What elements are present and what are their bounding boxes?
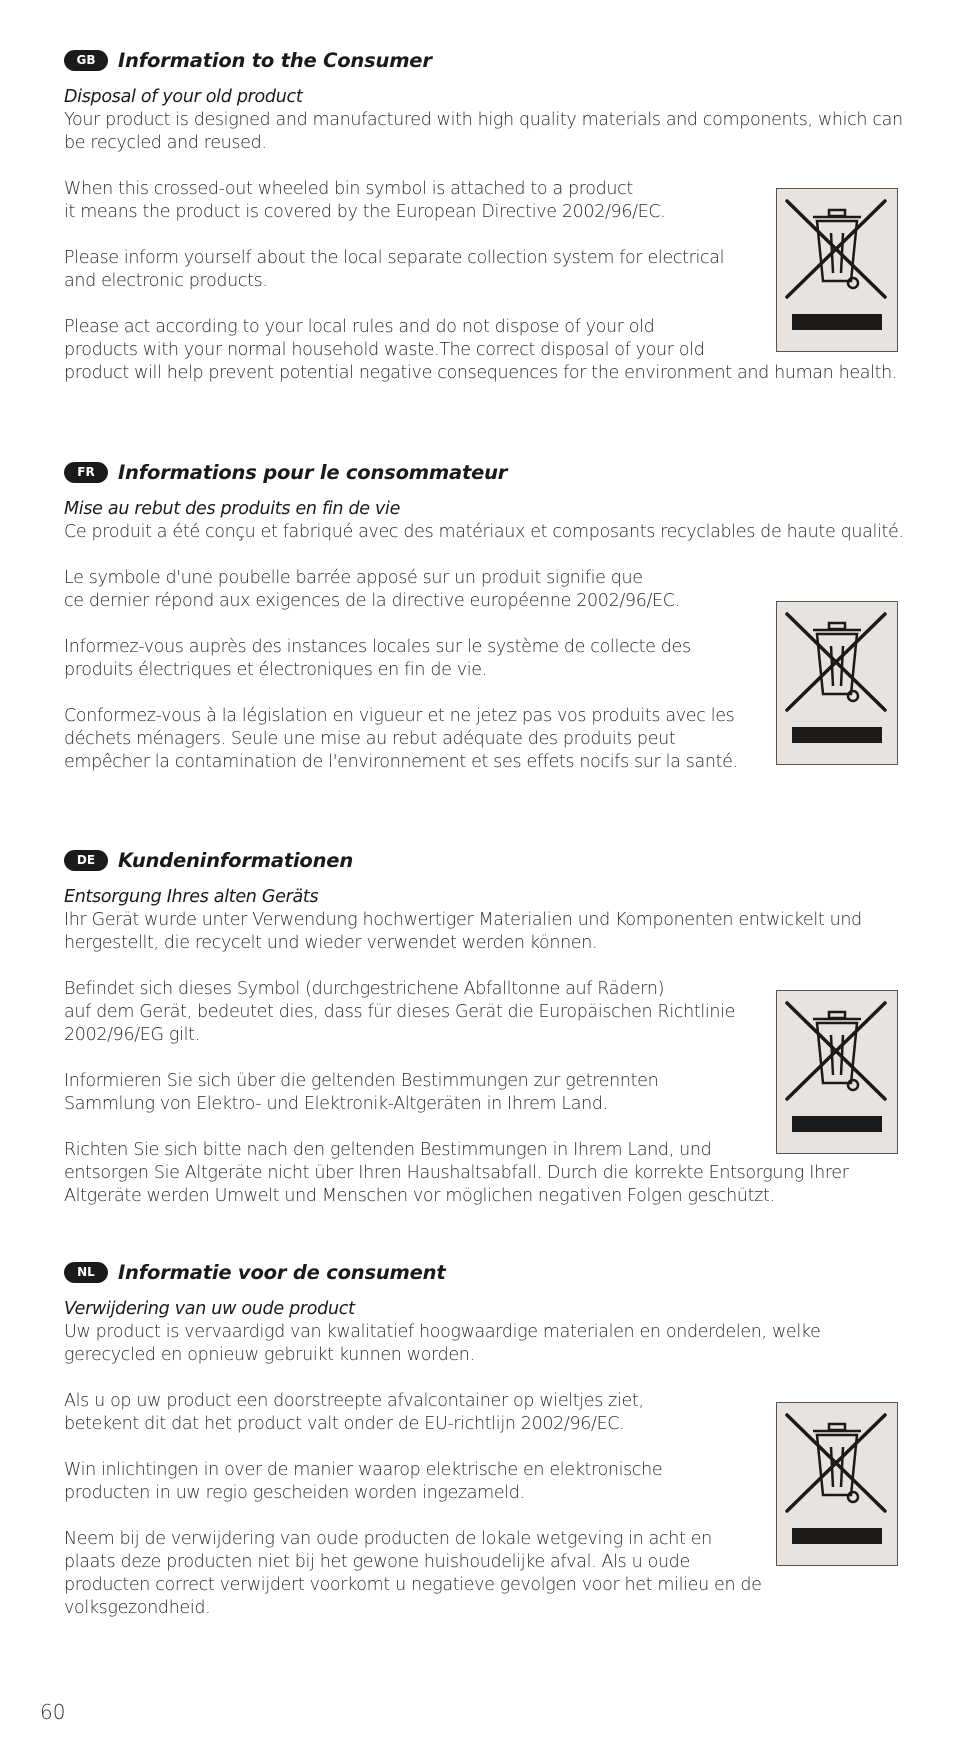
paragraph: Ihr Gerät wurde unter Verwendung hochwertiger Materialien und Komponenten entwickelt und hergestellt, die recycelt und wieder verwendet werden können. xyxy=(64,910,862,953)
paragraph: Richten Sie sich bitte nach den geltenden Bestimmungen in Ihrem Land, und entsorgen Sie Altgeräte nicht über Ihren Haushaltsabfall. Durch die korrekte Entsorgung Ihrer Altgeräte werden Umwelt und Menschen vor möglichen negativen Folgen geschützt. xyxy=(64,1140,849,1206)
crossed-out-wheeled-bin-icon xyxy=(776,188,898,352)
section-subtitle: Verwijdering van uw oude product xyxy=(64,1299,355,1319)
paragraph: Als u op uw product een doorstreepte afvalcontainer op wieltjes ziet, betekent dit dat het product valt onder de EU-richtlijn 2002/96/EC. xyxy=(64,1391,644,1434)
paragraph: Befindet sich dieses Symbol (durchgestrichene Abfalltonne auf Rädern) auf dem Gerät, bedeutet dies, dass für dieses Gerät die Europäischen Richtlinie 2002/96/EG gilt. xyxy=(64,979,736,1045)
paragraph: When this crossed-out wheeled bin symbol is attached to a product it means the product is covered by the European Directive 2002/96/EC. xyxy=(64,179,666,222)
section-title: Kundeninformationen xyxy=(118,848,354,872)
section-subtitle: Mise au rebut des produits en fin de vie xyxy=(64,499,401,519)
crossed-out-wheeled-bin-icon xyxy=(776,990,898,1154)
paragraph: Neem bij de verwijdering van oude producten de lokale wetgeving in acht en plaats deze producten niet bij het gewone huishoudelijke afval. Als u oude producten correct verwijdert voorkomt u negatieve gevolgen voor het milieu en de volksgezondheid. xyxy=(64,1529,762,1618)
section-title: Informations pour le consommateur xyxy=(118,460,508,484)
paragraph: Conformez-vous à la législation en vigueur et ne jetez pas vos produits avec les déchets ménagers. Seule une mise au rebut adéquate des produits peut empêcher la contamination de l'environnement et ses effets nocifs sur la santé. xyxy=(64,706,738,772)
paragraph: Informieren Sie sich über die geltenden Bestimmungen zur getrennten Sammlung von Elektro- und Elektronik-Altgeräten in Ihrem Land. xyxy=(64,1071,659,1114)
section-heading xyxy=(64,458,904,486)
language-badge: GB xyxy=(64,50,108,71)
section-heading xyxy=(64,846,904,874)
section-subtitle: Disposal of your old product xyxy=(64,87,303,107)
section-subtitle: Entsorgung Ihres alten Geräts xyxy=(64,887,319,907)
paragraph: Informez-vous auprès des instances locales sur le système de collecte des produits électriques et électroniques en fin de vie. xyxy=(64,637,691,680)
language-badge: FR xyxy=(64,462,108,483)
paragraph: Please inform yourself about the local separate collection system for electrical and electronic products. xyxy=(64,248,725,291)
paragraph: Ce produit a été conçu et fabriqué avec des matériaux et composants recyclables de haute qualité. xyxy=(64,522,904,542)
page-number: 60 xyxy=(40,1700,66,1724)
crossed-out-wheeled-bin-icon xyxy=(776,601,898,765)
section-title: Informatie voor de consument xyxy=(118,1260,446,1284)
section-heading xyxy=(64,46,904,74)
section-title: Information to the Consumer xyxy=(118,48,432,72)
crossed-out-wheeled-bin-icon xyxy=(776,1402,898,1566)
paragraph: Please act according to your local rules and do not dispose of your old products with your normal household waste.The correct disposal of your old product will help prevent potential negative consequences for the environment and human health. xyxy=(64,317,898,383)
paragraph: Le symbole d'une poubelle barrée apposé sur un produit signifie que ce dernier répond aux exigences de la directive européenne 2002/96/EC. xyxy=(64,568,680,611)
paragraph: Your product is designed and manufactured with high quality materials and components, which can be recycled and reused. xyxy=(64,110,903,153)
paragraph: Win inlichtingen in over de manier waarop elektrische en elektronische producten in uw regio gescheiden worden ingezameld. xyxy=(64,1460,663,1503)
language-badge: NL xyxy=(64,1262,108,1283)
paragraph: Uw product is vervaardigd van kwalitatief hoogwaardige materialen en onderdelen, welke gerecycled en opnieuw gebruikt kunnen worden. xyxy=(64,1322,821,1365)
language-badge: DE xyxy=(64,850,108,871)
section-heading xyxy=(64,1258,904,1286)
